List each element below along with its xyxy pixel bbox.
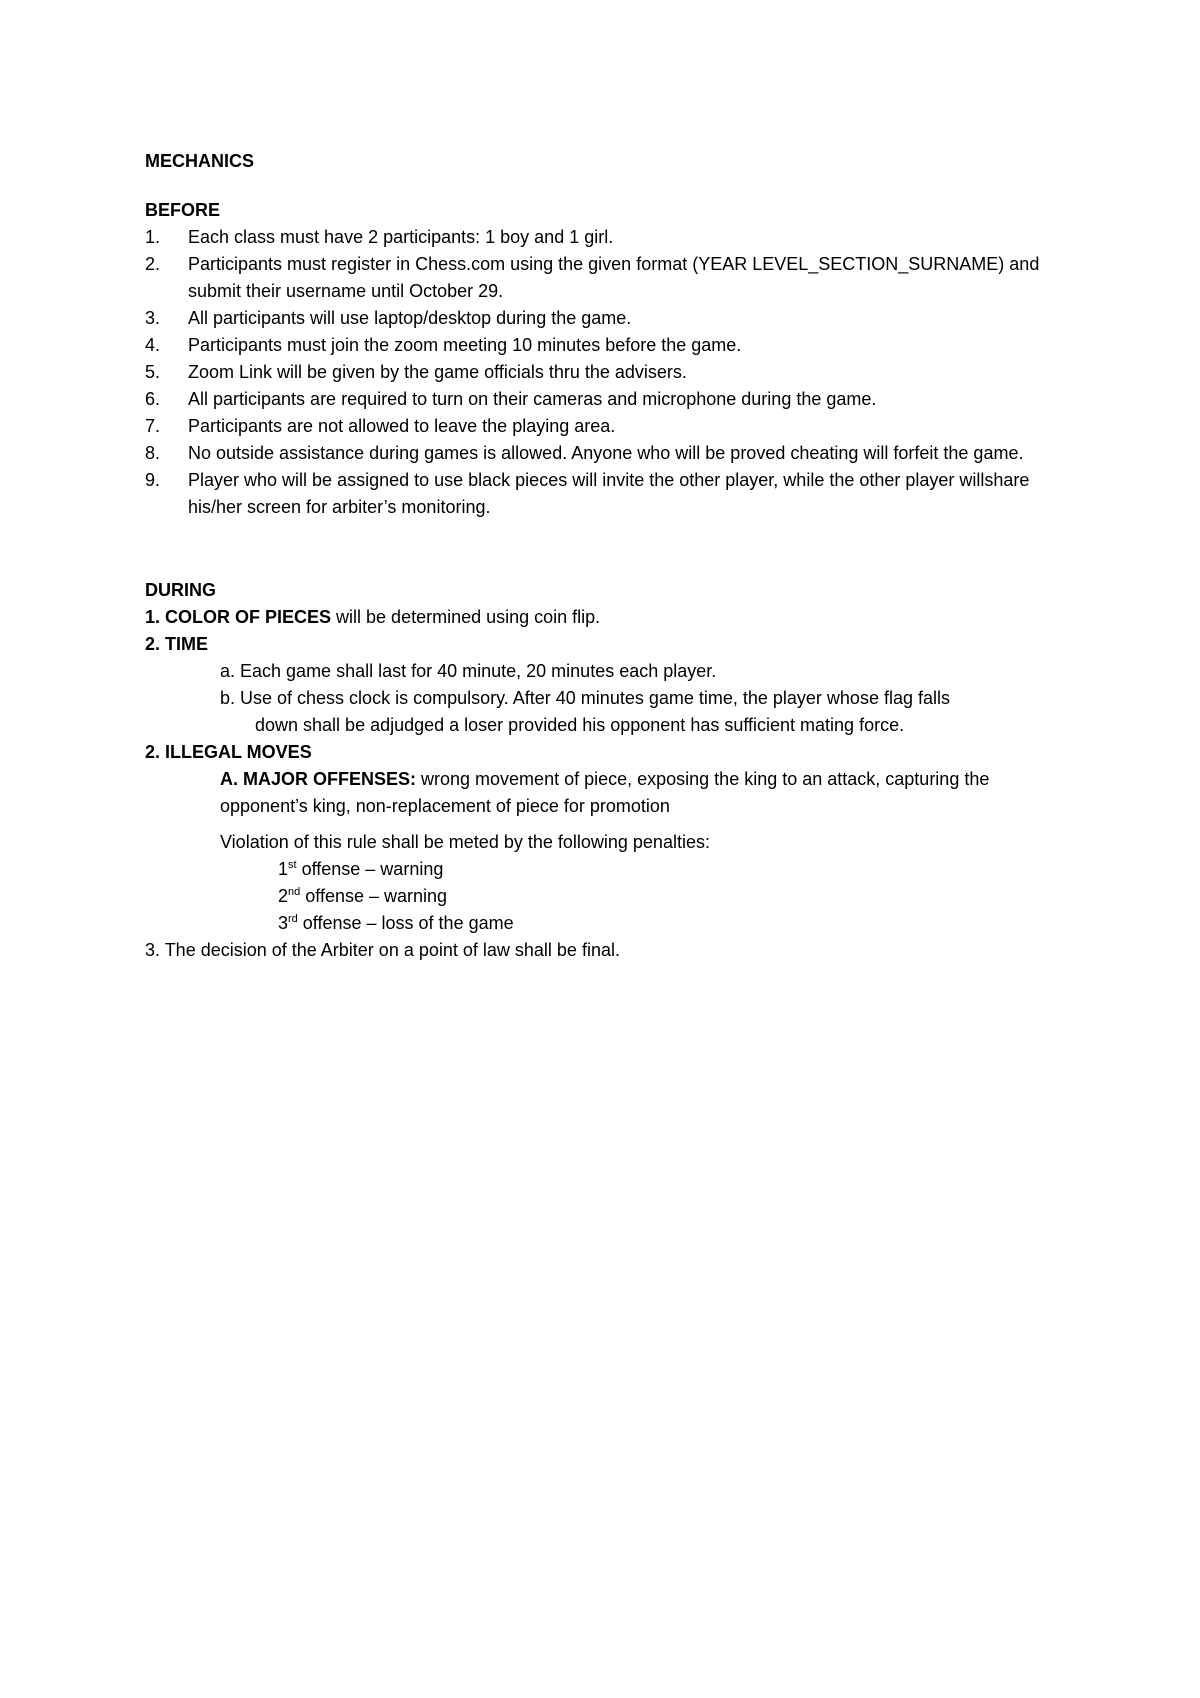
penalty-3: 3rd offense – loss of the game (278, 913, 514, 933)
before-item-5: 5. Zoom Link will be given by the game officials thru the advisers. (145, 362, 687, 382)
during-item-illegal-moves: 2. ILLEGAL MOVES (145, 742, 312, 762)
penalty-1: 1st offense – warning (278, 859, 444, 879)
during-item-arbiter-decision: 3. The decision of the Arbiter on a point of law shall be final. (145, 940, 620, 960)
before-item-4: 4. Participants must join the zoom meeting 10 minutes before the game. (145, 335, 742, 355)
before-item-7: 7. Participants are not allowed to leave the playing area. (145, 416, 616, 436)
time-rule-b-line1: b. Use of chess clock is compulsory. After 40 minutes game time, the player whose flag falls (220, 688, 950, 708)
document-title: MECHANICS (145, 151, 255, 171)
during-item-time: 2. TIME (145, 634, 209, 654)
during-item-color: 1. COLOR OF PIECES will be determined using coin flip. (145, 607, 601, 627)
before-item-2: 2. Participants must register in Chess.com using the given format (YEAR LEVEL_SECTION_SURNAME) and submit their username until October 29. (145, 254, 1040, 301)
before-item-3: 3. All participants will use laptop/desktop during the game. (145, 308, 632, 328)
document-body (145, 148, 1055, 964)
before-item-8: 8. No outside assistance during games is allowed. Anyone who will be proved cheating will forfeit the game. (145, 443, 1024, 463)
before-item-1: 1. Each class must have 2 participants: 1 boy and 1 girl. (145, 227, 614, 247)
time-rule-a: a. Each game shall last for 40 minute, 20 minutes each player. (220, 661, 717, 681)
during-heading: DURING (145, 580, 216, 600)
penalty-2: 2nd offense – warning (278, 886, 448, 906)
before-list (145, 224, 1055, 521)
before-item-9: 9. Player who will be assigned to use black pieces will invite the other player, while the other player willshare his/her screen for arbiter’s monitoring. (145, 470, 1030, 517)
major-offenses: A. MAJOR OFFENSES: wrong movement of piece, exposing the king to an attack, capturing the opponent’s king, non-replacement of piece for promotion (220, 769, 990, 816)
violation-text: Violation of this rule shall be meted by the following penalties: (220, 832, 710, 852)
before-heading: BEFORE (145, 200, 221, 220)
time-rule-b-line2: down shall be adjudged a loser provided his opponent has sufficient mating force. (255, 715, 905, 735)
before-item-6: 6. All participants are required to turn on their cameras and microphone during the game. (145, 389, 877, 409)
